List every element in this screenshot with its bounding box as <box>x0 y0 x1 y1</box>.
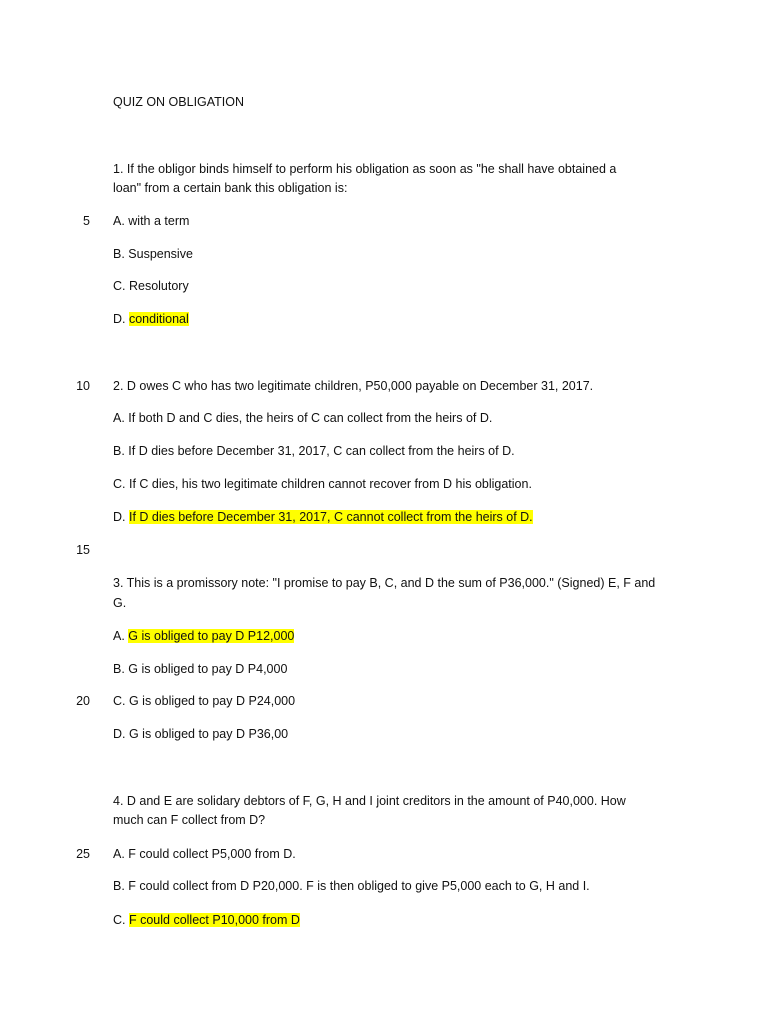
q3-highlighted-answer: G is obliged to pay D P12,000 <box>128 629 295 643</box>
q4-option-a: A. F could collect P5,000 from D. <box>113 847 296 861</box>
q3-option-c: C. G is obliged to pay D P24,000 <box>113 694 296 708</box>
line-number: 5 <box>83 214 90 228</box>
q4-option-c <box>113 912 300 928</box>
q1-highlighted-answer: conditional <box>128 312 189 326</box>
q4-option-b: B. F could collect from D P20,000. F is then obliged to give P5,000 each to G, H and I. <box>113 879 590 893</box>
q1-option-d <box>113 311 189 327</box>
line-number: 15 <box>76 543 90 557</box>
q1-option-a: A. with a term <box>113 214 190 228</box>
q2-option-a: A. If both D and C dies, the heirs of C can collect from the heirs of D. <box>113 411 493 425</box>
q3-option-b: B. G is obliged to pay D P4,000 <box>113 662 288 676</box>
q1-stem-line-1: 1. If the obligor binds himself to perform his obligation as soon as "he shall have obtained a <box>113 162 617 176</box>
q1-option-d-prefix: D. <box>113 312 126 326</box>
q2-highlighted-answer: If D dies before December 31, 2017, C cannot collect from the heirs of D. <box>128 510 533 524</box>
q1-stem-line-2: loan" from a certain bank this obligation is: <box>113 181 348 195</box>
line-number: 20 <box>76 694 90 708</box>
q2-stem-line-1: 2. D owes C who has two legitimate children, P50,000 payable on December 31, 2017. <box>113 379 594 393</box>
q4-stem-line-2: much can F collect from D? <box>113 813 266 827</box>
q4-highlighted-answer: F could collect P10,000 from D <box>128 913 300 927</box>
q3-option-d: D. G is obliged to pay D P36,00 <box>113 727 289 741</box>
line-number: 10 <box>76 379 90 393</box>
q2-option-b: B. If D dies before December 31, 2017, C can collect from the heirs of D. <box>113 444 515 458</box>
q2-option-d-prefix: D. <box>113 510 126 524</box>
q4-stem-line-1: 4. D and E are solidary debtors of F, G, H and I joint creditors in the amount of P40,000. How <box>113 794 626 808</box>
q2-option-c: C. If C dies, his two legitimate children cannot recover from D his obligation. <box>113 477 532 491</box>
q3-option-a-prefix: A. <box>113 629 125 643</box>
document-title: QUIZ ON OBLIGATION <box>113 95 245 109</box>
q3-stem-line-2: G. <box>113 596 127 610</box>
q4-option-c-prefix: C. <box>113 913 126 927</box>
q2-option-d <box>113 509 533 525</box>
q1-option-b: B. Suspensive <box>113 247 193 261</box>
q3-option-a <box>113 628 294 644</box>
q3-stem-line-1: 3. This is a promissory note: "I promise to pay B, C, and D the sum of P36,000." (Signed) E, F and <box>113 576 656 590</box>
q1-option-c: C. Resolutory <box>113 279 189 293</box>
line-number: 25 <box>76 847 90 861</box>
